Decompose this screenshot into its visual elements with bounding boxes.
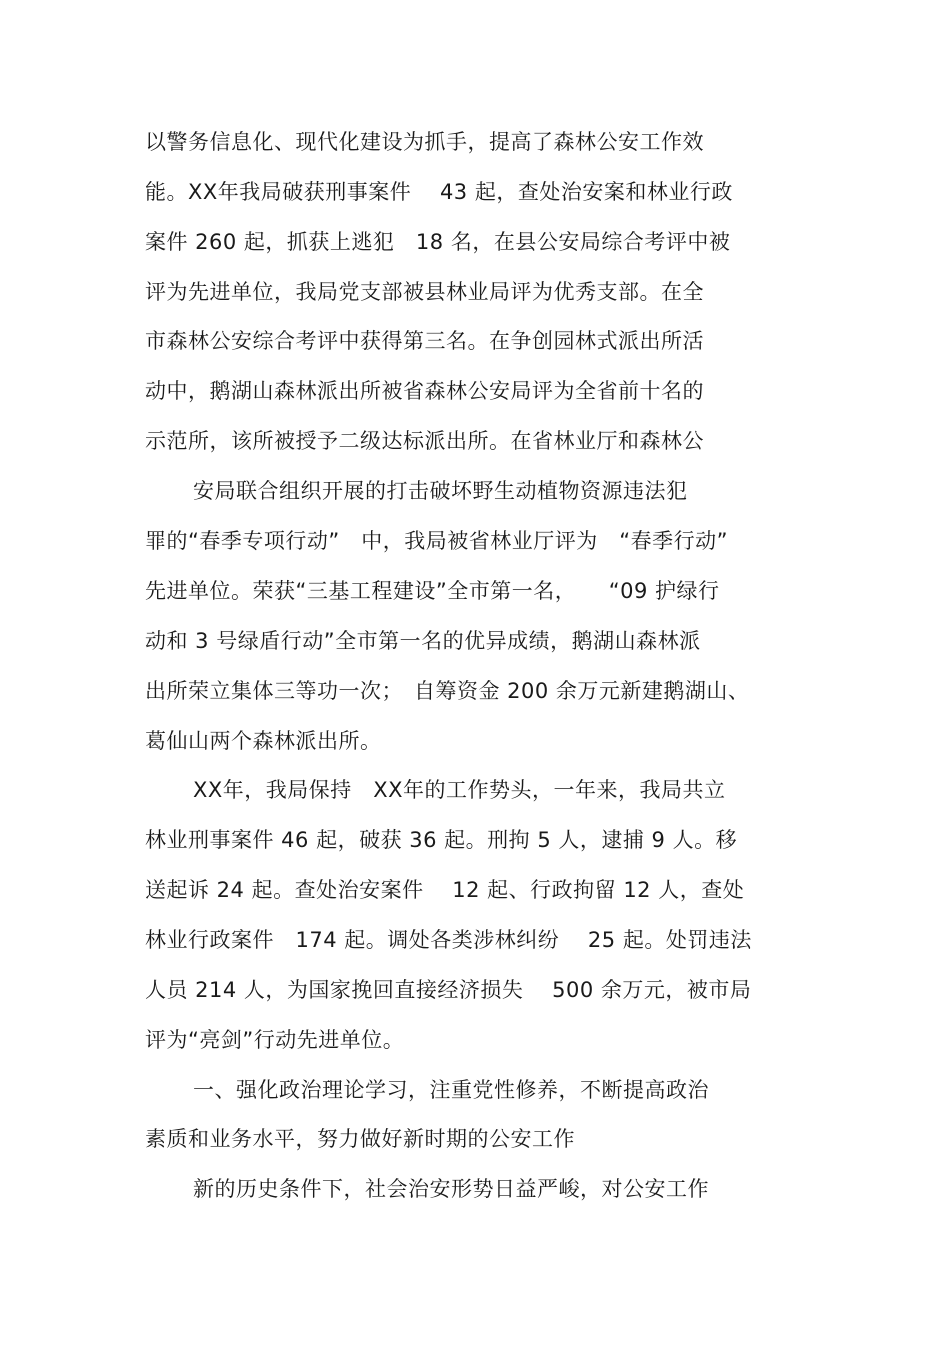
text-line: 案件 260 起，抓获上逃犯 18 名，在县公安局综合考评中被 (145, 230, 731, 254)
paragraph-first-line: 安局联合组织开展的打击破坏野生动植物资源违法犯 (193, 479, 688, 503)
text-line: 评为先进单位，我局党支部被县林业局评为优秀支部。在全 (145, 280, 704, 304)
text-line: 送起诉 24 起。查处治安案件 12 起、行政拘留 12 人，查处 (145, 878, 745, 902)
text-line: 出所荣立集体三等功一次； 自筹资金 200 余万元新建鹅湖山、 (145, 679, 750, 703)
text-line: 动中，鹅湖山森林派出所被省森林公安局评为全省前十名的 (145, 379, 704, 403)
text-line: 先进单位。荣获“三基工程建设”全市第一名， “09 护绿行 (145, 579, 720, 603)
text-line: 葛仙山两个森林派出所。 (145, 729, 382, 753)
text-line: 林业刑事案件 46 起，破获 36 起。刑拘 5 人，逮捕 9 人。移 (145, 828, 738, 852)
text-line: 以警务信息化、现代化建设为抓手，提高了森林公安工作效 (145, 130, 704, 154)
text-line: 示范所，该所被授予二级达标派出所。在省林业厅和森林公 (145, 429, 704, 453)
text-line: 罪的“春季专项行动” 中，我局被省林业厅评为 “春季行动” (145, 529, 729, 553)
text-line: 动和 3 号绿盾行动”全市第一名的优异成绩，鹅湖山森林派 (145, 629, 701, 653)
section-heading-line: 素质和业务水平，努力做好新时期的公安工作 (145, 1127, 575, 1151)
text-line: 能。XX年我局破获刑事案件 43 起，查处治安案和林业行政 (145, 180, 733, 204)
text-line: 人员 214 人，为国家挽回直接经济损失 500 余万元，被市局 (145, 978, 752, 1002)
text-line: 林业行政案件 174 起。调处各类涉林纠纷 25 起。处罚违法 (145, 928, 752, 952)
paragraph-first-line: 新的历史条件下，社会治安形势日益严峻，对公安工作 (193, 1177, 709, 1201)
paragraph-first-line: XX年，我局保持 XX年的工作势头，一年来，我局共立 (193, 778, 726, 802)
section-heading-line: 一、强化政治理论学习，注重党性修养，不断提高政治 (193, 1078, 709, 1102)
text-line: 市森林公安综合考评中获得第三名。在争创园林式派出所活 (145, 329, 704, 353)
text-line: 评为“亮剑”行动先进单位。 (145, 1028, 405, 1052)
